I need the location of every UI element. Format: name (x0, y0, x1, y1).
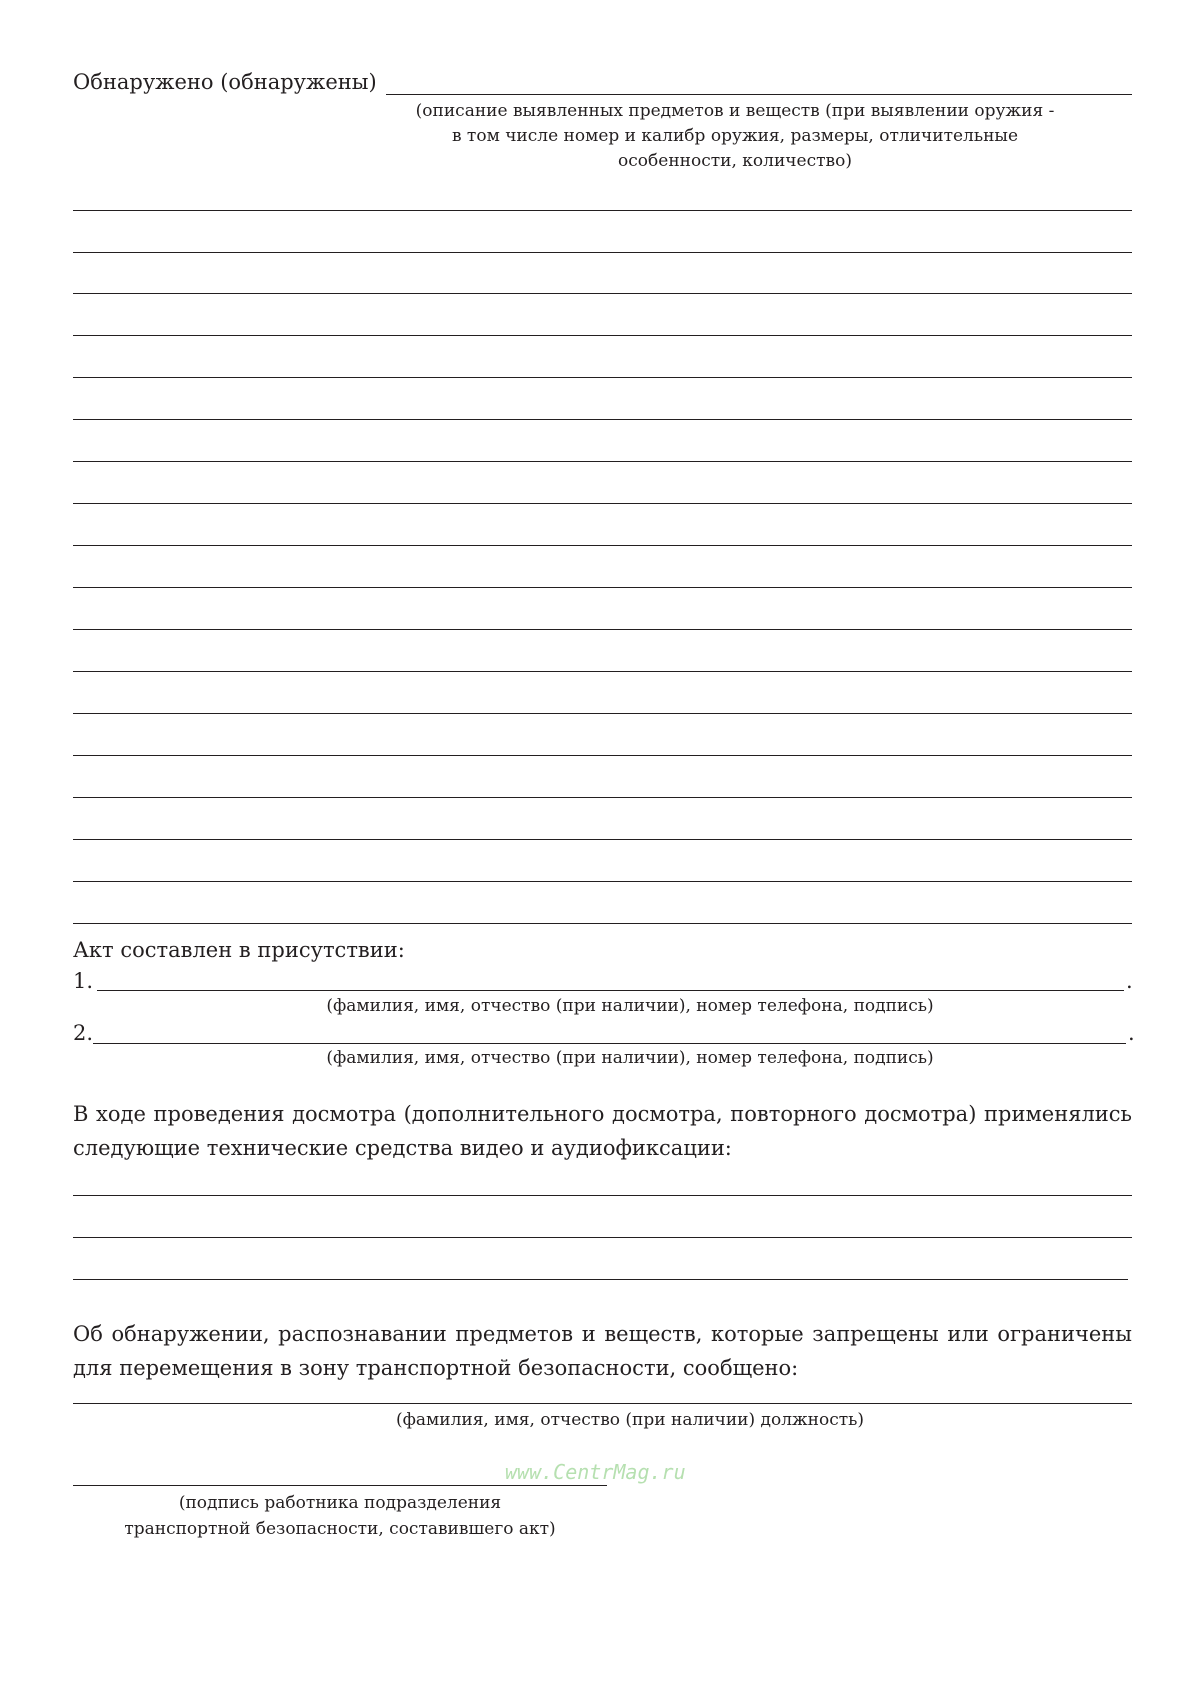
witness-2-number: 2. (73, 1021, 94, 1045)
found-fill-line[interactable] (386, 94, 1132, 95)
description-line[interactable] (73, 335, 1132, 336)
description-line[interactable] (73, 713, 1132, 714)
recording-line[interactable] (73, 1237, 1132, 1238)
description-line[interactable] (73, 252, 1132, 253)
description-line[interactable] (73, 587, 1132, 588)
description-line[interactable] (73, 377, 1132, 378)
report-paragraph-line-1: Об обнаружении, распознавании предметов и веществ, которые запрещены или ограничены (73, 1322, 1132, 1346)
description-line[interactable] (73, 881, 1132, 882)
recording-paragraph-line-2: следующие технические средства видео и аудиофиксации: (73, 1136, 732, 1160)
description-line[interactable] (73, 545, 1132, 546)
witness-1-number: 1. (73, 969, 94, 993)
signature-line[interactable] (73, 1485, 607, 1486)
signature-caption: (подпись работника подразделения транспортной безопасности, составившего акт) (124, 1493, 556, 1539)
presence-heading: Акт составлен в присутствии: (73, 938, 405, 962)
recording-line[interactable] (73, 1279, 1128, 1280)
recording-line[interactable] (73, 1195, 1132, 1196)
description-line[interactable] (73, 419, 1132, 420)
description-line[interactable] (73, 755, 1132, 756)
description-line[interactable] (73, 210, 1132, 211)
description-line[interactable] (73, 797, 1132, 798)
witness-1-line[interactable] (97, 990, 1124, 991)
description-line[interactable] (73, 923, 1132, 924)
witness-1-end-mark: . (1126, 969, 1133, 993)
description-line[interactable] (73, 461, 1132, 462)
description-line[interactable] (73, 839, 1132, 840)
report-caption: (фамилия, имя, отчество (при наличии) должность) (395, 1410, 865, 1430)
witness-1-caption: (фамилия, имя, отчество (при наличии), номер телефона, подпись) (326, 996, 934, 1016)
recording-paragraph-line-1: В ходе проведения досмотра (дополнительного досмотра, повторного досмотра) применялись (73, 1102, 1132, 1126)
description-line[interactable] (73, 503, 1132, 504)
watermark: www.CentrMag.ru (505, 1460, 686, 1484)
witness-2-caption: (фамилия, имя, отчество (при наличии), номер телефона, подпись) (326, 1048, 934, 1068)
report-paragraph-line-2: для перемещения в зону транспортной безопасности, сообщено: (73, 1356, 799, 1380)
report-fill-line[interactable] (73, 1403, 1132, 1404)
description-line[interactable] (73, 671, 1132, 672)
found-label: Обнаружено (обнаружены) (73, 70, 377, 94)
witness-2-end-mark: . (1128, 1021, 1135, 1045)
witness-2-line[interactable] (93, 1043, 1126, 1044)
description-line[interactable] (73, 629, 1132, 630)
description-line[interactable] (73, 293, 1132, 294)
found-caption: (описание выявленных предметов и веществ (при выявлении оружия - в том числе номер и калибр оружия, размеры, отличительные особенности, количество) (415, 101, 1055, 171)
